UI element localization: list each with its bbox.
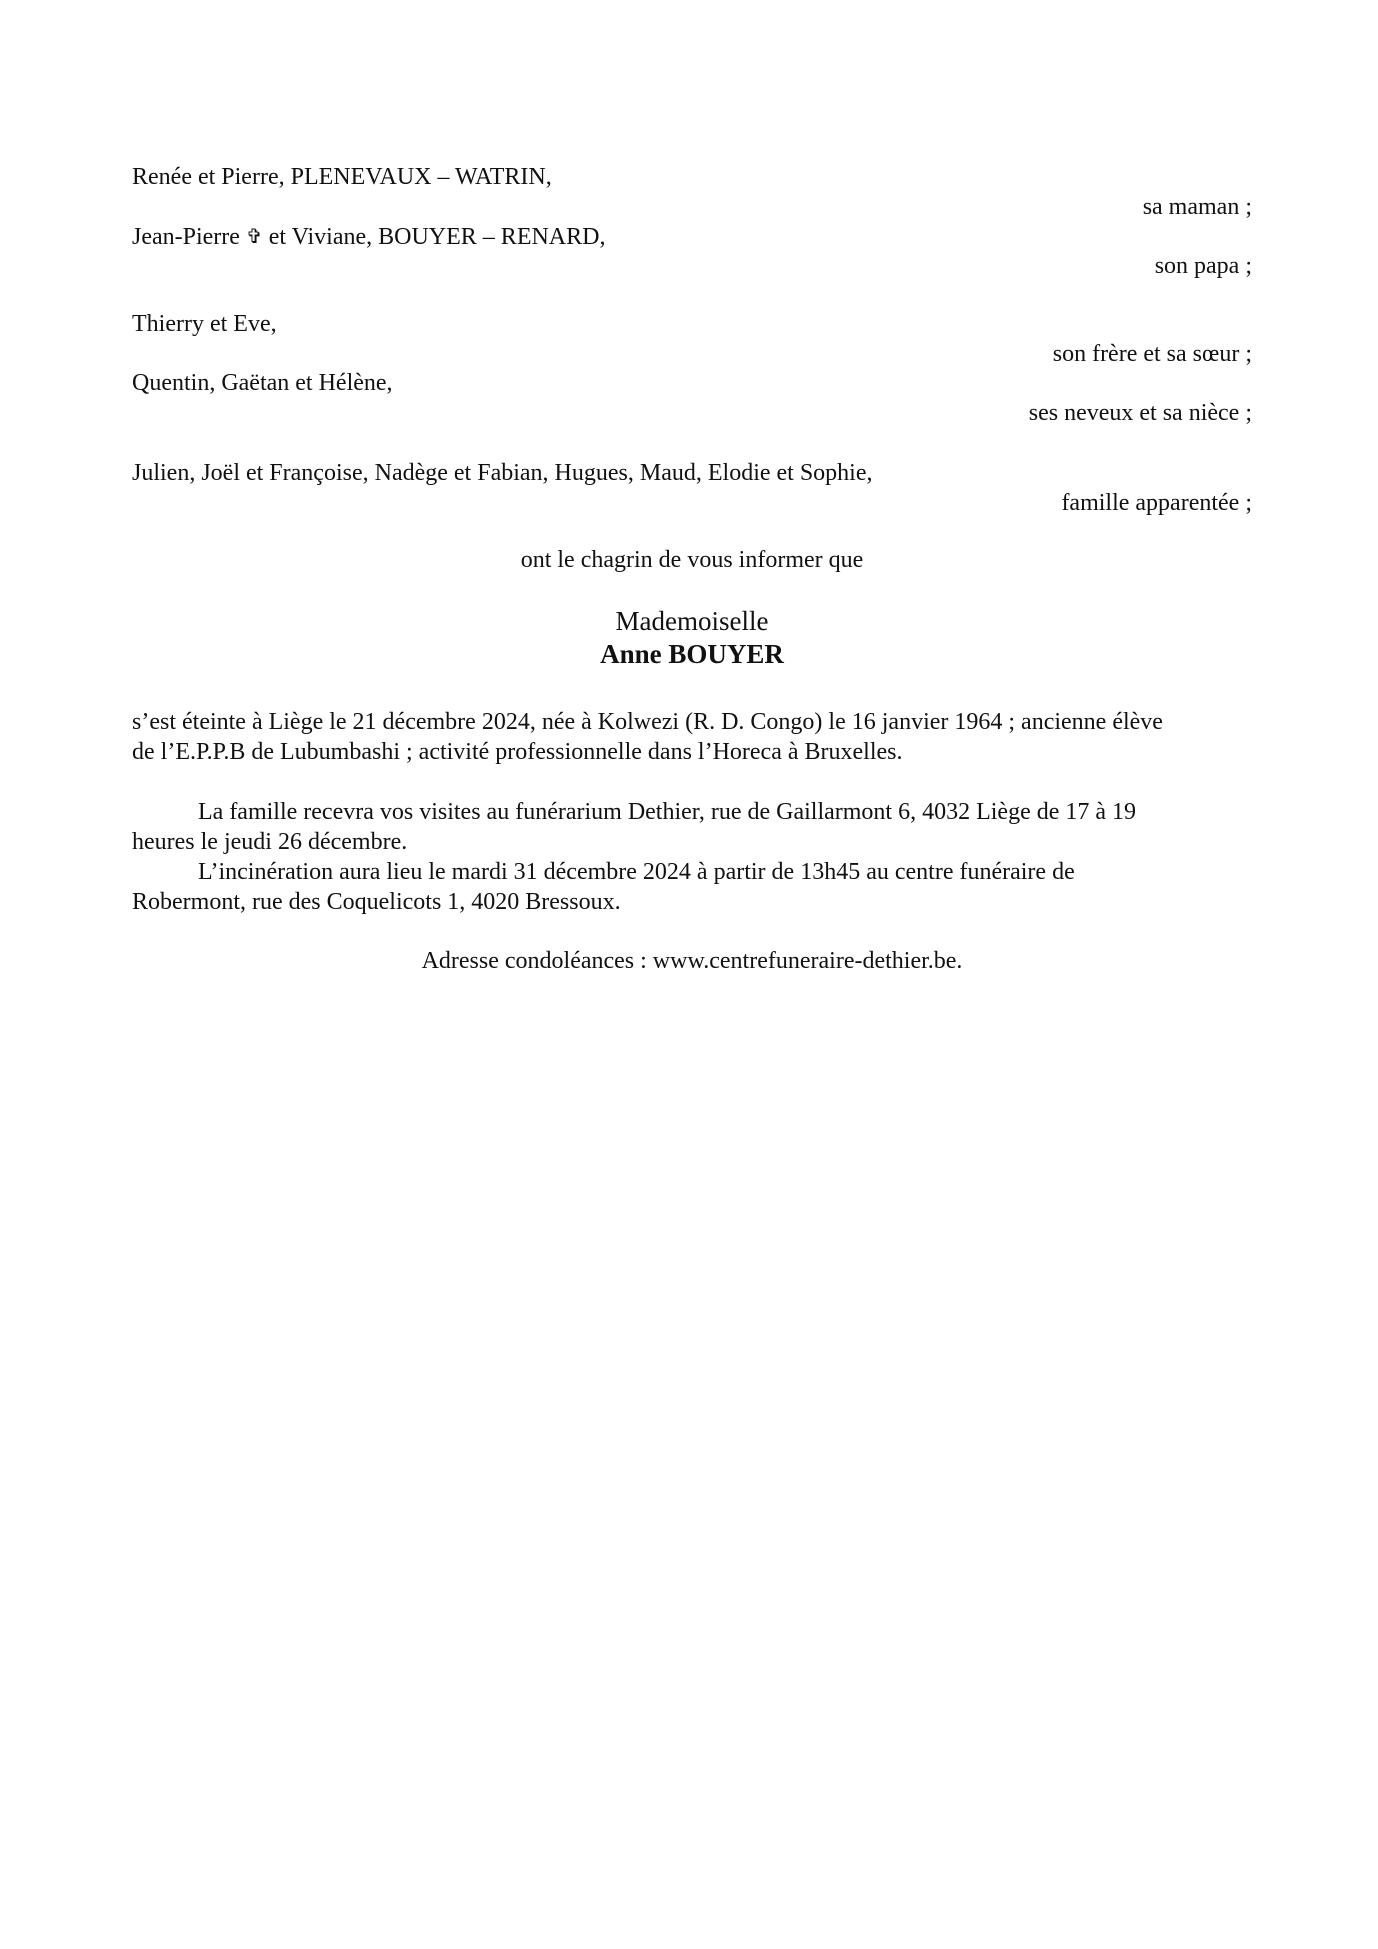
deceased-name: Anne BOUYER [600,639,784,669]
visits-paragraph [132,797,1252,857]
bio-line-2: de l’E.P.P.B de Lubumbashi ; activité professionnelle dans l’Horeca à Bruxelles. [132,739,903,765]
family-relation-nephews: ses neveux et sa nièce ; [1028,400,1252,426]
family-relation-mother: sa maman ; [1142,194,1252,220]
father-name-part: Jean-Pierre [132,224,240,250]
family-relation-relatives: famille apparentée ; [1061,490,1252,516]
visits-line-2: heures le jeudi 26 décembre. [132,829,408,855]
condolences-text: Adresse condoléances : www.centrefuneraire-dethier.be. [421,948,963,974]
announcement-text: ont le chagrin de vous informer que [520,547,864,573]
family-names-relatives: Julien, Joël et Françoise, Nadège et Fabian, Hugues, Maud, Elodie et Sophie, [132,460,873,486]
family-names-father [132,222,605,252]
family-relation-father: son papa ; [1154,253,1252,279]
family-relation-siblings: son frère et sa sœur ; [1052,341,1252,367]
family-names-mother: Renée et Pierre, PLENEVAUX – WATRIN, [132,164,552,190]
bio-line-1: s’est éteinte à Liège le 21 décembre 2024, née à Kolwezi (R. D. Congo) le 16 janvier 1964 ; ancienne élève [132,709,1163,735]
father-name-rest: et Viviane, BOUYER – RENARD, [268,224,606,250]
family-names-siblings: Thierry et Eve, [132,311,277,337]
latin-cross-icon: ✞ [245,224,263,248]
cremation-line-2: Robermont, rue des Coquelicots 1, 4020 Bressoux. [132,889,621,915]
cremation-line-1: L’incinération aura lieu le mardi 31 décembre 2024 à partir de 13h45 au centre funéraire de [198,859,1075,885]
cremation-paragraph [132,857,1252,917]
visits-line-1: La famille recevra vos visites au funérarium Dethier, rue de Gaillarmont 6, 4032 Liège de 17 à 19 [198,799,1137,825]
family-names-nephews: Quentin, Gaëtan et Hélène, [132,370,393,396]
deceased-salutation: Mademoiselle [615,606,769,636]
bio-paragraph [132,707,1252,767]
